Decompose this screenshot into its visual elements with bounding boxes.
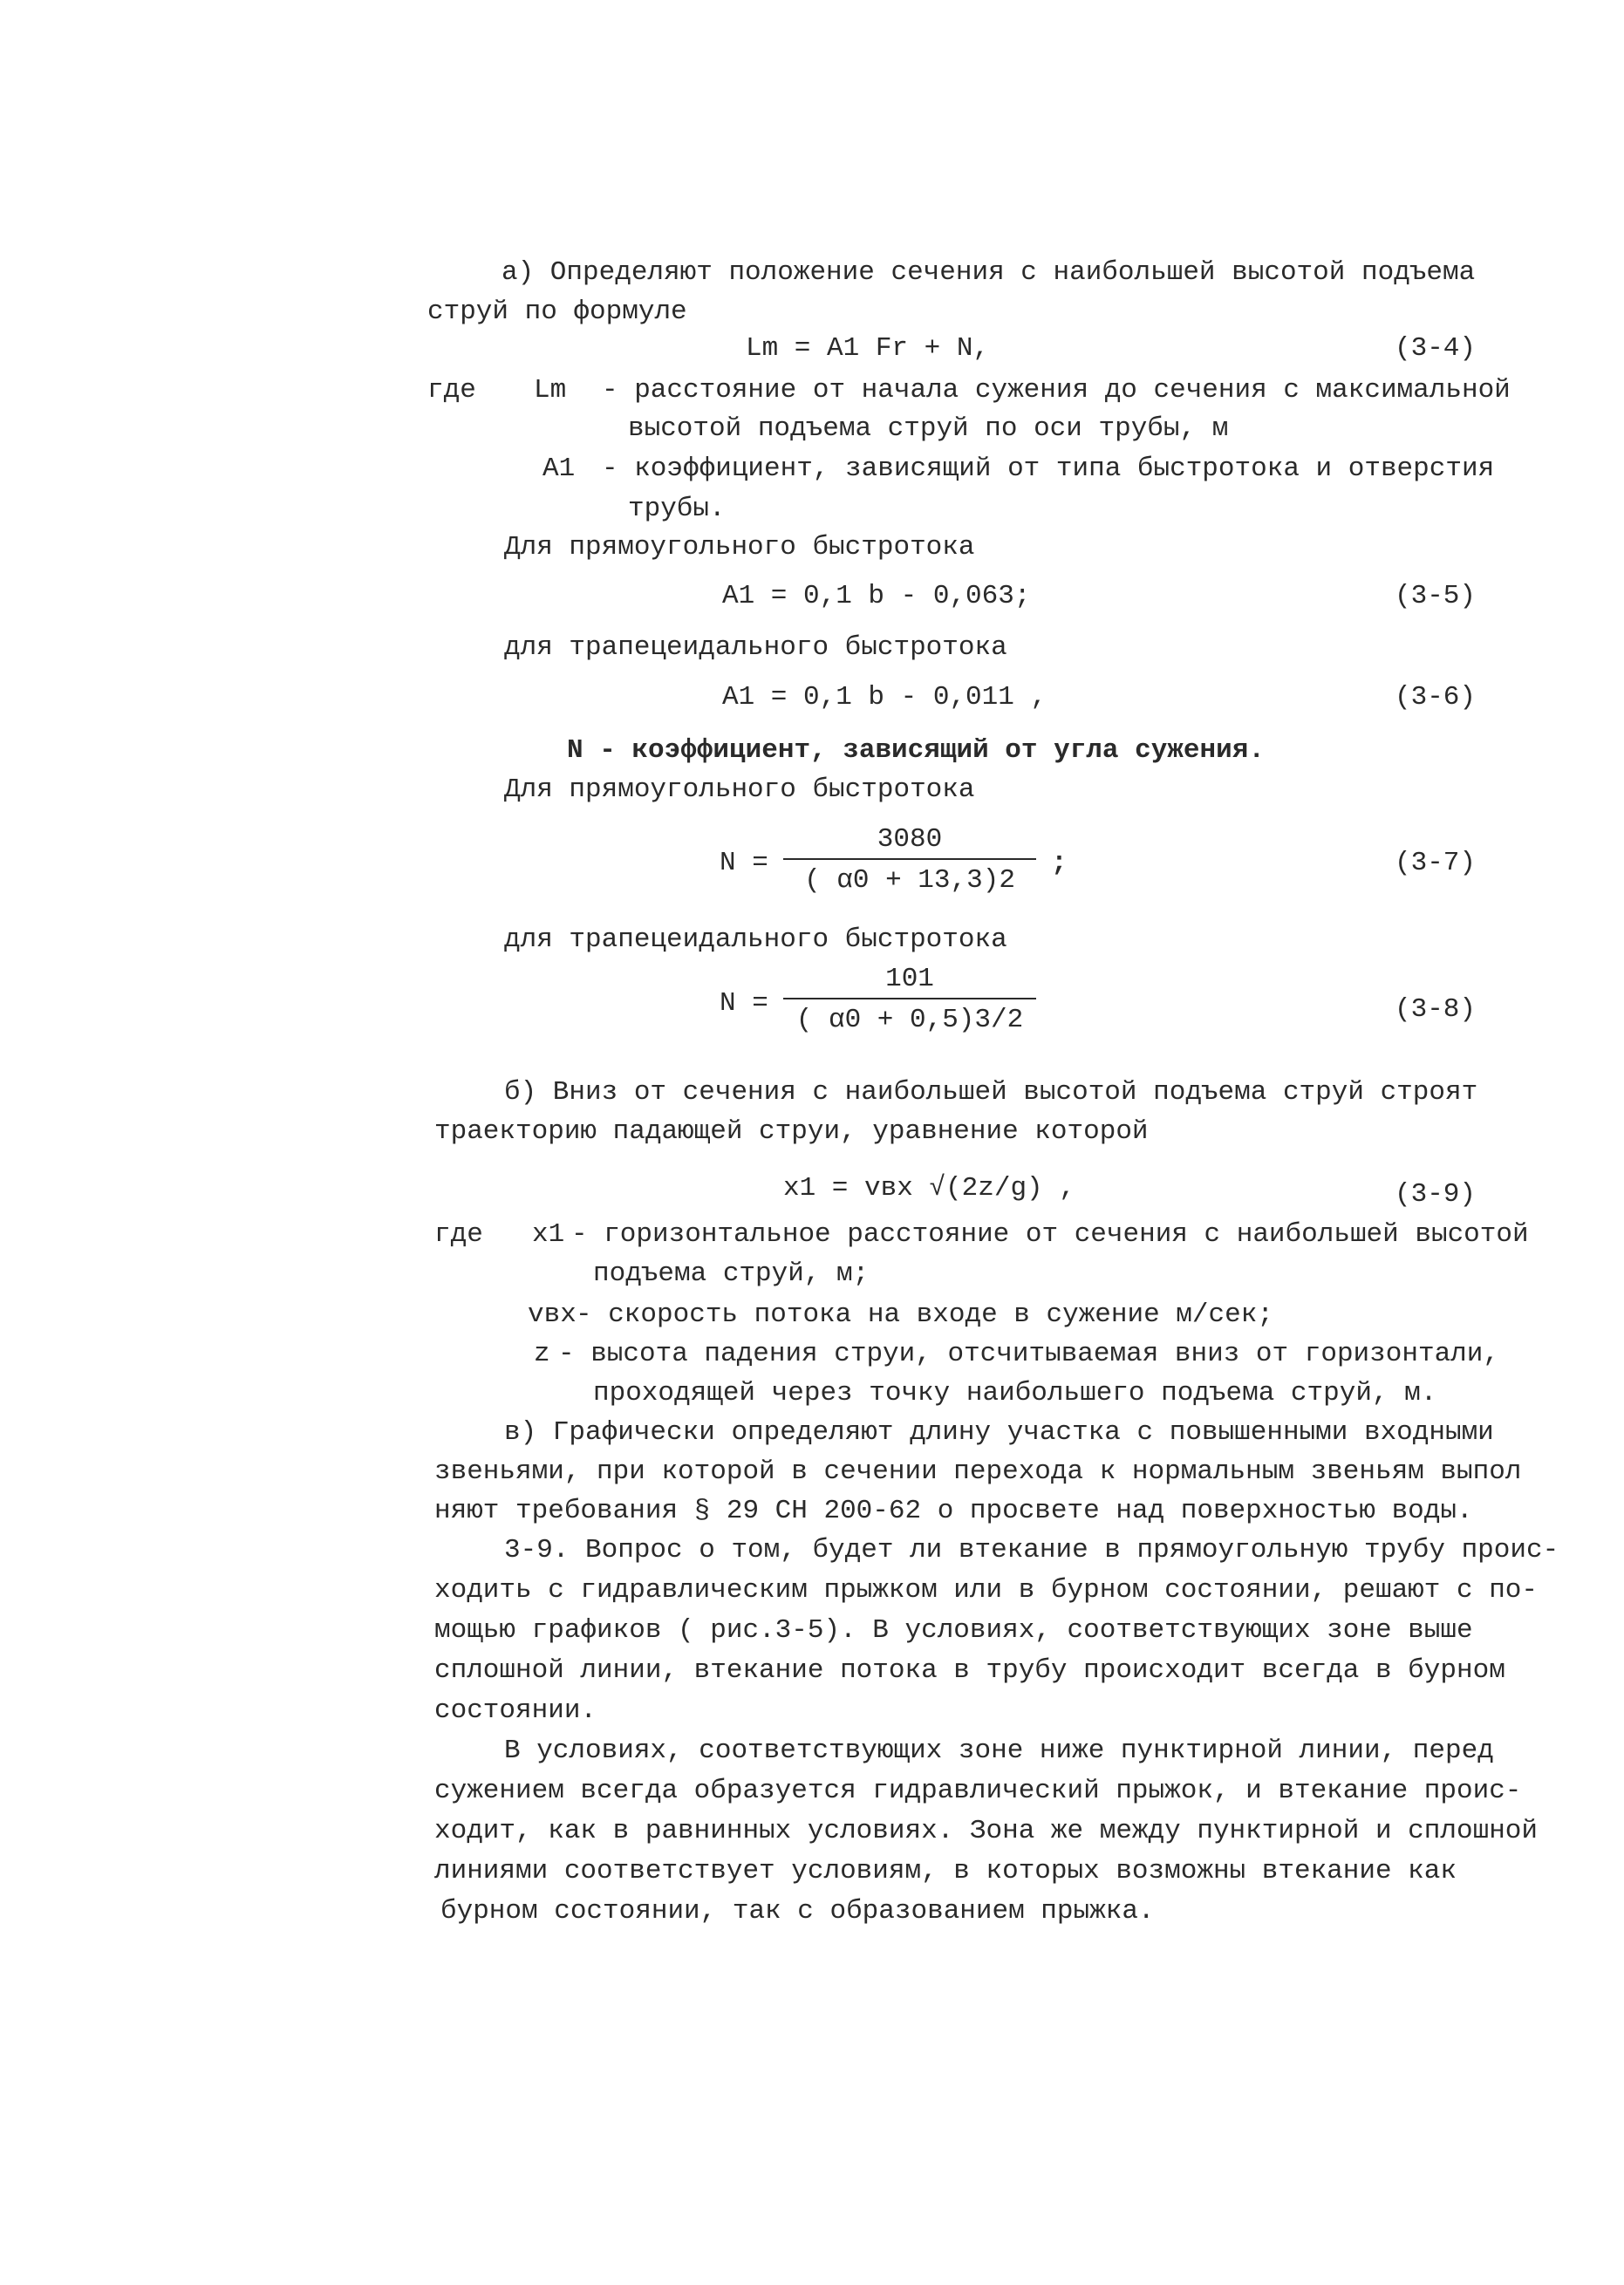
where-label-2: где bbox=[434, 1219, 483, 1250]
symbol-vbx: vвх bbox=[528, 1299, 577, 1330]
para-last-line-1: В условиях, соответствующих зоне ниже пунктирной линии, перед bbox=[504, 1736, 1494, 1766]
equation-3-8-denominator: ( α0 + 0,5)3/2 bbox=[795, 1005, 1024, 1035]
equation-3-9: x1 = vвх √(2z/g) , bbox=[783, 1173, 1075, 1204]
equation-3-7-fraction bbox=[783, 824, 1036, 896]
z-description-1: - высота падения струи, отсчитываемая вниз от горизонтали, bbox=[558, 1339, 1499, 1369]
para-3-9-line-2: ходить с гидравлическим прыжком или в бурном состоянии, решают с по- bbox=[434, 1575, 1539, 1606]
para-v-line-1: в) Графически определяют длину участка с повышенными входными bbox=[504, 1417, 1494, 1448]
Lm-description-2: высотой подъема струй по оси трубы, м bbox=[628, 413, 1229, 444]
equation-3-7-denominator: ( α0 + 13,3)2 bbox=[804, 865, 1015, 896]
A1-description-2: трубы. bbox=[628, 494, 726, 524]
equation-number-3-5: (3-5) bbox=[1394, 581, 1476, 611]
equation-number-3-7: (3-7) bbox=[1394, 848, 1476, 878]
para-v-line-2: звеньями, при которой в сечении перехода к нормальным звеньям выпол bbox=[434, 1456, 1522, 1487]
z-description-2: проходящей через точку наибольшего подъема струй, м. bbox=[593, 1378, 1437, 1409]
equation-3-7-lhs: N = bbox=[720, 848, 768, 878]
equation-3-5: A1 = 0,1 b - 0,063; bbox=[722, 581, 1031, 611]
equation-number-3-9: (3-9) bbox=[1394, 1179, 1476, 1210]
equation-number-3-4: (3-4) bbox=[1394, 333, 1476, 364]
equation-3-8-fraction bbox=[783, 964, 1036, 1035]
equation-number-3-6: (3-6) bbox=[1394, 682, 1476, 713]
rect-heading-2: Для прямоугольного быстротока bbox=[504, 774, 975, 805]
para-b-line-1: б) Вниз от сечения с наибольшей высотой подъема струй строят bbox=[504, 1077, 1478, 1108]
para-v-line-3: няют требования § 29 СН 200-62 о просвете над поверхностью воды. bbox=[434, 1496, 1473, 1526]
equation-3-6: A1 = 0,1 b - 0,011 , bbox=[722, 682, 1047, 713]
equation-3-8-numerator: 101 bbox=[885, 964, 934, 994]
v-description: - скорость потока на входе в сужение м/сек; bbox=[576, 1299, 1273, 1330]
para-3-9-line-4: сплошной линии, втекание потока в трубу происходит всегда в бурном bbox=[434, 1655, 1505, 1686]
where-label: где bbox=[427, 375, 476, 406]
para-a-line-2: струй по формуле bbox=[427, 297, 687, 327]
symbol-z: z bbox=[534, 1339, 550, 1369]
equation-3-8-lhs: N = bbox=[720, 988, 768, 1019]
equation-number-3-8: (3-8) bbox=[1394, 994, 1476, 1025]
N-definition: N - коэффициент, зависящий от угла сужения. bbox=[567, 735, 1265, 766]
para-3-9-line-5: состоянии. bbox=[434, 1695, 597, 1726]
Lm-description-1: - расстояние от начала сужения до сечения с максимальной bbox=[602, 375, 1511, 406]
equation-3-7-tail: ; bbox=[1051, 848, 1068, 878]
para-3-9-line-1: 3-9. Вопрос о том, будет ли втекание в прямоугольную трубу проис- bbox=[504, 1535, 1559, 1565]
equation-3-7-numerator: 3080 bbox=[877, 824, 943, 855]
para-a-line-1: а) Определяют положение сечения с наибольшей высотой подъема bbox=[502, 257, 1476, 288]
para-last-line-5: бурном состоянии, так с образованием прыжка. bbox=[440, 1896, 1155, 1927]
symbol-x1: x1 bbox=[532, 1219, 565, 1250]
para-last-line-4: линиями соответствует условиям, в которых возможны втекание как bbox=[434, 1856, 1457, 1886]
symbol-Lm: Lm bbox=[534, 375, 567, 406]
trap-heading-1: для трапецеидального быстротока bbox=[504, 632, 1007, 663]
equation-3-4: Lm = A1 Fr + N, bbox=[746, 333, 990, 364]
para-last-line-2: сужением всегда образуется гидравлический прыжок, и втекание проис- bbox=[434, 1776, 1522, 1806]
x1-description-1: - горизонтальное расстояние от сечения с наибольшей высотой bbox=[571, 1219, 1529, 1250]
para-b-line-2: траекторию падающей струи, уравнение которой bbox=[434, 1116, 1149, 1147]
trap-heading-2: для трапецеидального быстротока bbox=[504, 924, 1007, 955]
para-last-line-3: ходит, как в равнинных условиях. Зона же между пунктирной и сплошной bbox=[434, 1816, 1539, 1846]
x1-description-2: подъема струй, м; bbox=[593, 1258, 870, 1289]
symbol-A1: A1 bbox=[542, 454, 576, 484]
para-3-9-line-3: мощью графиков ( рис.3-5). В условиях, соответствующих зоне выше bbox=[434, 1615, 1473, 1646]
A1-description-1: - коэффициент, зависящий от типа быстротока и отверстия bbox=[602, 454, 1495, 484]
rect-heading-1: Для прямоугольного быстротока bbox=[504, 532, 975, 563]
